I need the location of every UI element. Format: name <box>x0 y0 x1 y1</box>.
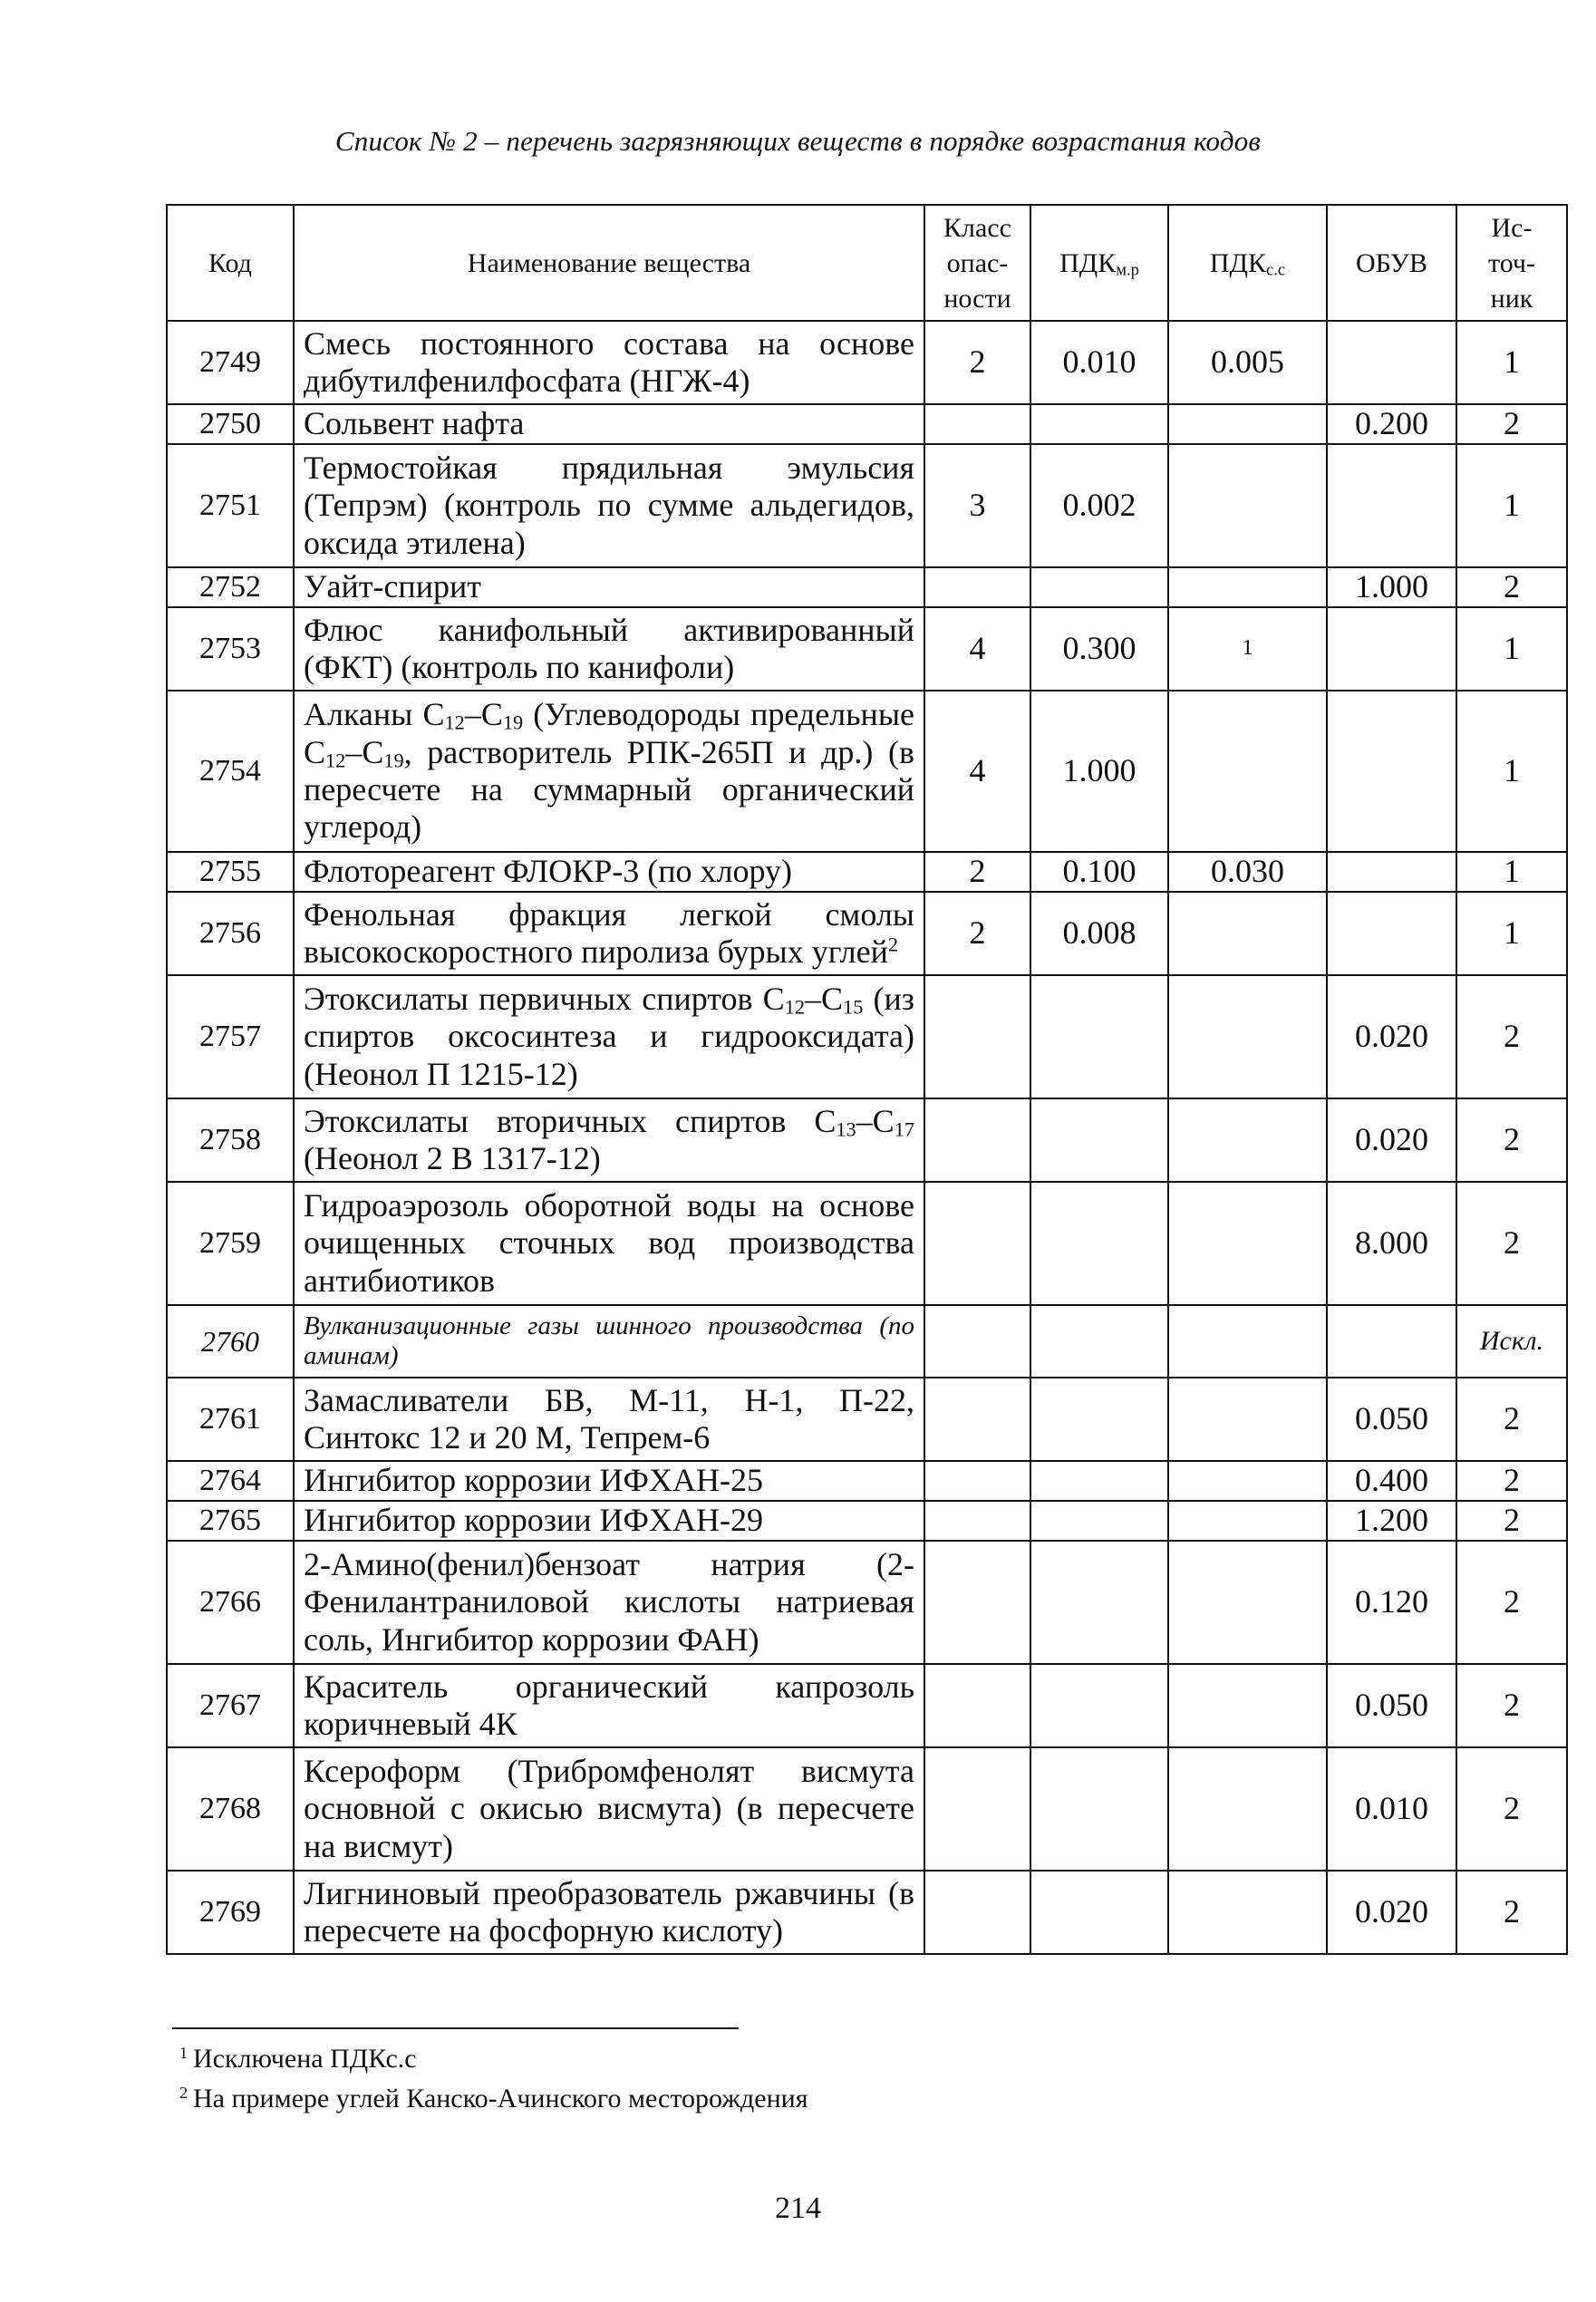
row-pdk-mr <box>1030 1664 1168 1747</box>
row-pdk-ss <box>1168 892 1327 975</box>
row-obuv: 0.120 <box>1327 1541 1456 1664</box>
row-pdk-ss <box>1168 444 1327 567</box>
row-source: 2 <box>1456 1747 1567 1871</box>
table-row <box>167 567 1567 607</box>
row-pdk-ss <box>1168 691 1327 852</box>
row-hazard-class <box>924 1541 1030 1664</box>
row-pdk-mr: 0.002 <box>1030 444 1168 567</box>
table-row <box>167 404 1567 444</box>
row-pdk-mr: 1.000 <box>1030 691 1168 852</box>
row-hazard-class <box>924 1305 1030 1378</box>
row-name: Флюс канифольный активированный (ФКТ) (контроль по канифоли) <box>294 607 924 691</box>
row-name: Фенольная фракция легкой смолы высокоскоростного пиролиза бурых углей$^2$ <box>294 892 924 975</box>
row-name: 2-Амино(фенил)бензоат натрия (2-Фенилантраниловой кислоты натриевая соль, Ингибитор коррозии ФАН) <box>294 1541 924 1664</box>
row-pdk-ss: 0.030 <box>1168 852 1327 892</box>
row-hazard-class: 2 <box>924 852 1030 892</box>
list-caption: Список № 2 – перечень загрязняющих веществ в порядке возрастания кодов <box>334 125 1262 157</box>
row-code: 2754 <box>167 691 294 852</box>
row-name: Краситель органический капрозоль коричневый 4К <box>294 1664 924 1747</box>
row-name: Этоксилаты вторичных спиртов $C_{13}-C_{17}$ (Неонол 2 В 1317-12) <box>294 1098 924 1182</box>
row-obuv: 0.200 <box>1327 404 1456 444</box>
row-hazard-class: 3 <box>924 444 1030 567</box>
row-name: Ингибитор коррозии ИФХАН-25 <box>294 1461 924 1501</box>
row-code: 2768 <box>167 1747 294 1871</box>
row-code: 2756 <box>167 892 294 975</box>
table-row <box>167 975 1567 1098</box>
row-pdk-ss <box>1168 1871 1327 1954</box>
row-pdk-mr <box>1030 567 1168 607</box>
row-hazard-class: 4 <box>924 691 1030 852</box>
row-name: Гидроаэрозоль оборотной воды на основе очищенных сточных вод производства антибиотиков <box>294 1182 924 1305</box>
row-hazard-class <box>924 1871 1030 1954</box>
row-obuv: 0.010 <box>1327 1747 1456 1871</box>
header-hazard-class: Класс опас- ности <box>924 205 1030 321</box>
row-obuv <box>1327 607 1456 691</box>
table-row <box>167 1461 1567 1501</box>
row-hazard-class <box>924 1378 1030 1461</box>
row-pdk-ss-footnote-mark: 1 <box>1168 607 1327 691</box>
row-obuv <box>1327 321 1456 404</box>
row-pdk-mr <box>1030 1182 1168 1305</box>
row-pdk-ss <box>1168 567 1327 607</box>
table-row <box>167 1541 1567 1664</box>
row-name: Сольвент нафта <box>294 404 924 444</box>
row-pdk-mr: 0.100 <box>1030 852 1168 892</box>
row-source: 2 <box>1456 1664 1567 1747</box>
row-pdk-mr <box>1030 1747 1168 1871</box>
row-pdk-mr <box>1030 1305 1168 1378</box>
row-source: 2 <box>1456 1501 1567 1541</box>
pollutants-table <box>166 204 1568 1955</box>
row-pdk-ss <box>1168 1305 1327 1378</box>
row-source: 2 <box>1456 1541 1567 1664</box>
row-pdk-mr <box>1030 1461 1168 1501</box>
header-source: Ис- точ- ник <box>1456 205 1567 321</box>
page-number: 214 <box>775 2191 821 2225</box>
row-obuv: 0.400 <box>1327 1461 1456 1501</box>
row-source: 1 <box>1456 321 1567 404</box>
row-source: Искл. <box>1456 1305 1567 1378</box>
footnote-2 <box>179 2079 808 2119</box>
row-name: Уайт-спирит <box>294 567 924 607</box>
footnote-mark: 1 <box>179 2044 188 2063</box>
row-name: Лигниновый преобразователь ржавчины (в пересчете на фосфорную кислоту) <box>294 1871 924 1954</box>
row-pdk-ss <box>1168 1182 1327 1305</box>
row-hazard-class <box>924 404 1030 444</box>
row-source: 2 <box>1456 975 1567 1098</box>
row-code: 2766 <box>167 1541 294 1664</box>
row-obuv <box>1327 1305 1456 1378</box>
row-code: 2761 <box>167 1378 294 1461</box>
row-hazard-class: 4 <box>924 607 1030 691</box>
table-row-excluded <box>167 1305 1567 1378</box>
row-obuv <box>1327 892 1456 975</box>
table-row <box>167 1501 1567 1541</box>
row-source: 1 <box>1456 607 1567 691</box>
row-code: 2757 <box>167 975 294 1098</box>
row-obuv: 1.000 <box>1327 567 1456 607</box>
header-name: Наименование вещества <box>294 205 924 321</box>
row-obuv <box>1327 444 1456 567</box>
row-code: 2750 <box>167 404 294 444</box>
row-obuv: 8.000 <box>1327 1182 1456 1305</box>
row-code: 2759 <box>167 1182 294 1305</box>
row-code: 2755 <box>167 852 294 892</box>
row-code: 2753 <box>167 607 294 691</box>
row-source: 2 <box>1456 1461 1567 1501</box>
row-name: Термостойкая прядильная эмульсия (Тепрэм) (контроль по сумме альдегидов, оксида этилена) <box>294 444 924 567</box>
row-name: Алканы $C_{12}-C_{19}$ (Углеводороды предельные $C_{12}-C_{19}$, растворитель РПК-265П и др.) (в пересчете на суммарный органический углерод) <box>294 691 924 852</box>
row-pdk-mr <box>1030 1541 1168 1664</box>
row-code: 2749 <box>167 321 294 404</box>
table-row <box>167 1098 1567 1182</box>
header-code: Код <box>167 205 294 321</box>
row-source: 1 <box>1456 691 1567 852</box>
row-name: Смесь постоянного состава на основе дибутилфенилфосфата (НГЖ-4) <box>294 321 924 404</box>
row-pdk-mr <box>1030 1098 1168 1182</box>
row-obuv: 0.020 <box>1327 975 1456 1098</box>
row-source: 1 <box>1456 852 1567 892</box>
footnote-ref: 2 <box>887 933 899 956</box>
table-row <box>167 444 1567 567</box>
row-obuv: 0.050 <box>1327 1664 1456 1747</box>
row-code: 2752 <box>167 567 294 607</box>
row-source: 2 <box>1456 1098 1567 1182</box>
row-pdk-mr <box>1030 1871 1168 1954</box>
row-name: Вулканизационные газы шинного производства (по аминам) <box>294 1305 924 1378</box>
row-pdk-mr <box>1030 1378 1168 1461</box>
table-row <box>167 1664 1567 1747</box>
row-source: 2 <box>1456 567 1567 607</box>
row-obuv: 0.020 <box>1327 1871 1456 1954</box>
row-pdk-mr: 0.010 <box>1030 321 1168 404</box>
row-code: 2751 <box>167 444 294 567</box>
row-source: 2 <box>1456 404 1567 444</box>
row-obuv <box>1327 691 1456 852</box>
row-hazard-class <box>924 1747 1030 1871</box>
header-pdk-mr: $ПДК_{м.р}$ <box>1030 205 1168 321</box>
table-row <box>167 1378 1567 1461</box>
row-hazard-class <box>924 1501 1030 1541</box>
row-hazard-class <box>924 1098 1030 1182</box>
row-code: 2760 <box>167 1305 294 1378</box>
row-code: 2758 <box>167 1098 294 1182</box>
row-hazard-class <box>924 975 1030 1098</box>
footnote-divider <box>172 2027 739 2029</box>
row-pdk-mr <box>1030 1501 1168 1541</box>
row-name: Флотореагент ФЛОКР-3 (по хлору) <box>294 852 924 892</box>
row-name: Замасливатели БВ, М-11, Н-1, П-22, Синтокс 12 и 20 М, Тепрем-6 <box>294 1378 924 1461</box>
row-source: 2 <box>1456 1378 1567 1461</box>
row-source: 2 <box>1456 1182 1567 1305</box>
table-row <box>167 1871 1567 1954</box>
footnote-text: На примере углей Канско-Ачинского месторождения <box>193 2083 808 2113</box>
row-hazard-class <box>924 567 1030 607</box>
table-row <box>167 1182 1567 1305</box>
row-name: Ксероформ (Трибромфенолят висмута основной с окисью висмута) (в пересчете на висмут) <box>294 1747 924 1871</box>
row-pdk-ss <box>1168 404 1327 444</box>
table-header-row <box>167 205 1567 321</box>
row-pdk-ss <box>1168 1461 1327 1501</box>
row-hazard-class <box>924 1664 1030 1747</box>
row-code: 2765 <box>167 1501 294 1541</box>
table-row <box>167 892 1567 975</box>
row-pdk-mr: 0.300 <box>1030 607 1168 691</box>
row-hazard-class <box>924 1182 1030 1305</box>
row-code: 2769 <box>167 1871 294 1954</box>
row-obuv: 1.200 <box>1327 1501 1456 1541</box>
row-pdk-mr: 0.008 <box>1030 892 1168 975</box>
row-obuv <box>1327 852 1456 892</box>
row-source: 1 <box>1456 892 1567 975</box>
row-hazard-class <box>924 1461 1030 1501</box>
row-source: 1 <box>1456 444 1567 567</box>
row-code: 2767 <box>167 1664 294 1747</box>
footnote-mark: 2 <box>179 2083 188 2102</box>
row-source: 2 <box>1456 1871 1567 1954</box>
header-obuv: ОБУВ <box>1327 205 1456 321</box>
table-row <box>167 852 1567 892</box>
row-pdk-ss <box>1168 1501 1327 1541</box>
table-row <box>167 1747 1567 1871</box>
row-name: Ингибитор коррозии ИФХАН-29 <box>294 1501 924 1541</box>
row-obuv: 0.020 <box>1327 1098 1456 1182</box>
row-pdk-mr <box>1030 975 1168 1098</box>
header-pdk-ss: $ПДК_{с.с}$ <box>1168 205 1327 321</box>
row-pdk-ss: 0.005 <box>1168 321 1327 404</box>
row-name: Этоксилаты первичных спиртов $C_{12}-C_{15}$ (из спиртов оксосинтеза и гидрооксидата) (Неонол П 1215-12) <box>294 975 924 1098</box>
row-hazard-class: 2 <box>924 892 1030 975</box>
row-pdk-ss <box>1168 1541 1327 1664</box>
row-hazard-class: 2 <box>924 321 1030 404</box>
row-pdk-ss <box>1168 1664 1327 1747</box>
row-code: 2764 <box>167 1461 294 1501</box>
row-pdk-ss <box>1168 1098 1327 1182</box>
footnote-1 <box>179 2039 808 2079</box>
table-row <box>167 691 1567 852</box>
row-obuv: 0.050 <box>1327 1378 1456 1461</box>
row-pdk-ss <box>1168 975 1327 1098</box>
footnotes <box>179 2039 808 2118</box>
table-row <box>167 321 1567 404</box>
table-row <box>167 607 1567 691</box>
row-pdk-mr <box>1030 404 1168 444</box>
footnote-text: Исключена ПДКс.с <box>193 2044 417 2074</box>
row-pdk-ss <box>1168 1378 1327 1461</box>
row-pdk-ss <box>1168 1747 1327 1871</box>
